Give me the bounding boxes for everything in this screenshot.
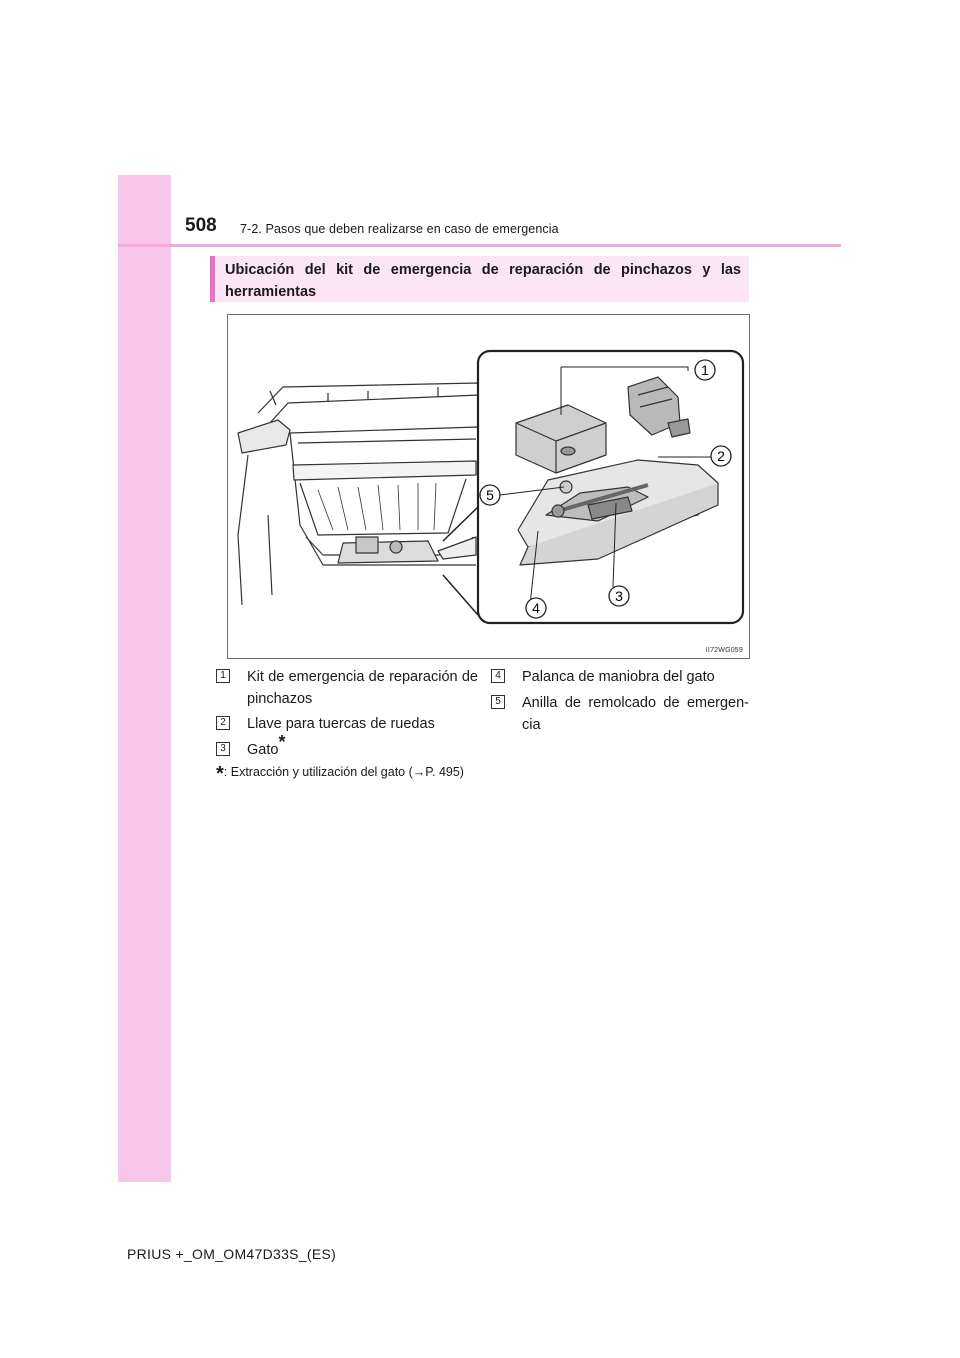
- legend-text-5: Anilla de remolcado de emergen-cia: [522, 695, 749, 733]
- callout-label-3: 3: [615, 588, 623, 604]
- callout-label-5: 5: [486, 487, 494, 503]
- footnote-text: : Extracción y utilización del gato (→P. 495): [223, 765, 464, 779]
- legend-text-4: Palanca de maniobra del gato: [522, 669, 715, 685]
- legend-number-4: 4: [491, 669, 505, 683]
- legend-item-5: [491, 692, 749, 736]
- callout-circle-2: [711, 446, 731, 466]
- section-heading: Ubicación del kit de emergencia de reparación de pinchazos y las herramientas: [210, 256, 749, 302]
- callout-circle-5: [480, 485, 500, 505]
- legend-item-3: [216, 732, 478, 761]
- page-number: 508: [185, 215, 217, 236]
- manual-code: PRIUS +_OM_OM47D33S_(ES): [127, 1246, 337, 1262]
- legend-number-1: 1: [216, 669, 230, 683]
- footnote-marker: *: [278, 732, 286, 752]
- section-title: 7-2. Pasos que deben realizarse en caso de emergencia: [240, 222, 559, 236]
- legend-item-2: [216, 713, 478, 735]
- legend-number-3: 3: [216, 742, 230, 756]
- callout-label-1: 1: [701, 362, 709, 378]
- sidebar-tab: [118, 175, 171, 1182]
- legend-item-4: [491, 666, 749, 688]
- callout-circle-1: [695, 360, 715, 380]
- callout-circle-4: [526, 598, 546, 618]
- callout-circle-3: [609, 586, 629, 606]
- legend-text-3: Gato: [247, 742, 279, 758]
- callout-label-2: 2: [717, 448, 725, 464]
- legend-item-1: [216, 666, 478, 710]
- illustration-figure: [227, 314, 750, 659]
- callout-label-4: 4: [532, 600, 540, 616]
- header-divider: [118, 244, 841, 247]
- legend-text-2: Llave para tuercas de ruedas: [247, 716, 435, 732]
- footnote: [216, 763, 464, 786]
- footnote-star: *: [216, 763, 224, 785]
- trunk-tool-kit-illustration: [228, 315, 749, 658]
- figure-code: II72WG059: [705, 647, 743, 654]
- legend-number-5: 5: [491, 695, 505, 709]
- car-rear-drawing: [238, 383, 480, 605]
- legend-text-1: Kit de emergencia de reparación de pinchazos: [247, 669, 478, 707]
- legend-number-2: 2: [216, 716, 230, 730]
